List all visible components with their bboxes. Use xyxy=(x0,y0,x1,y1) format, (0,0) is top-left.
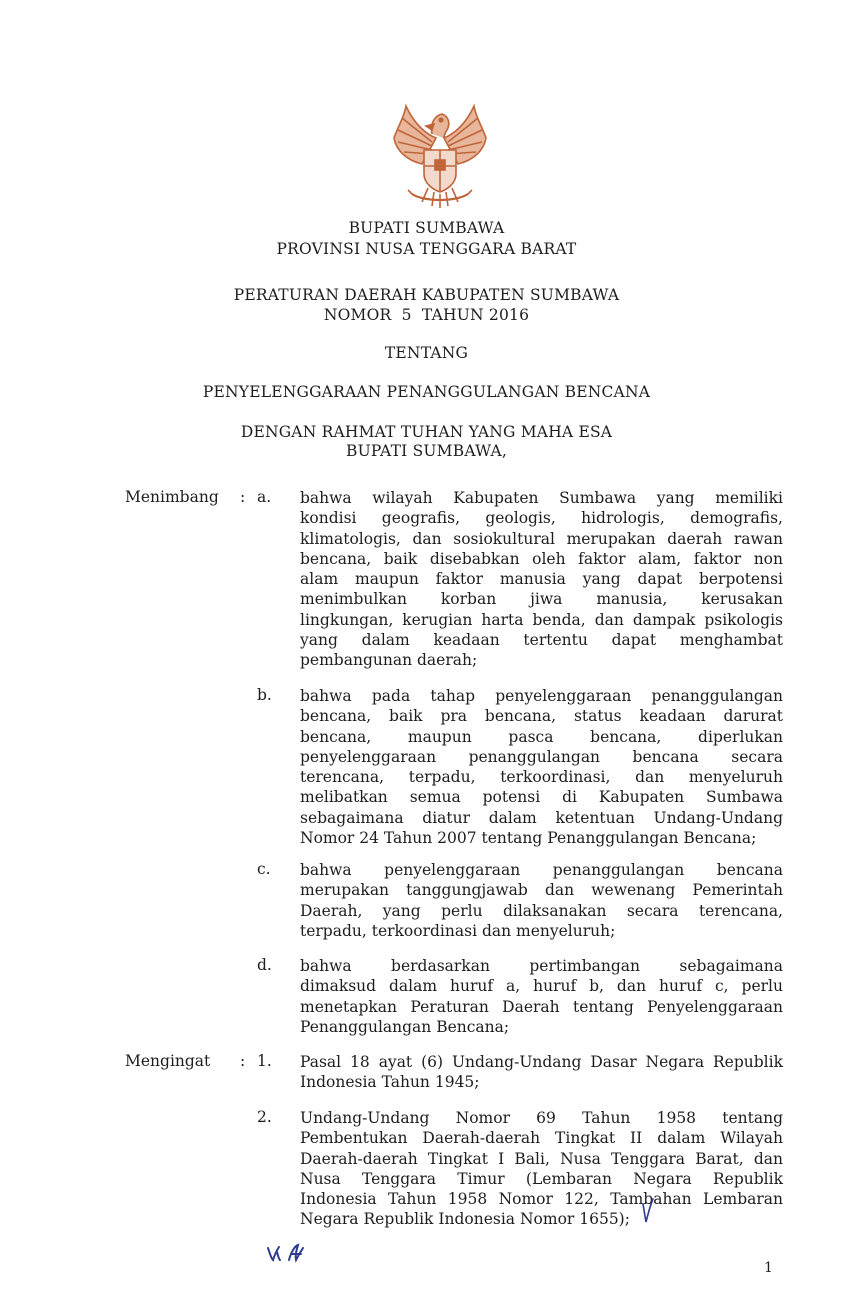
text-line: terencana, terpadu, terkoordinasi, dan menyeluruh xyxy=(300,768,783,787)
regulation-number: NOMOR 5 TAHUN 2016 xyxy=(323,306,530,324)
text-line: Penanggulangan Bencana; xyxy=(300,1017,510,1036)
text-line: bahwa penyelenggaraan penanggulangan bencana xyxy=(300,861,783,879)
text-line: bahwa berdasarkan pertimbangan sebagaimana xyxy=(300,957,783,975)
consideration-a xyxy=(300,488,783,671)
text-line: menimbulkan korban jiwa manusia, kerusakan xyxy=(300,590,783,609)
regent-signoff: BUPATI SUMBAWA, xyxy=(346,442,507,460)
list-marker-2: 2. xyxy=(257,1108,272,1126)
page-number: 1 xyxy=(764,1260,773,1276)
list-marker-d: d. xyxy=(257,956,272,974)
handwritten-initials-icon xyxy=(265,1242,315,1264)
text-line: melibatkan semua potensi di Kabupaten Sumbawa xyxy=(300,788,783,807)
legal-basis-1 xyxy=(300,1052,783,1093)
legal-basis-2 xyxy=(300,1108,783,1230)
menimbang-label: Menimbang xyxy=(125,488,219,506)
text-line: alam maupun faktor manusia yang dapat berpotensi xyxy=(300,570,783,589)
text-line: pembangunan daerah; xyxy=(300,651,478,670)
text-line: dimaksud dalam huruf a, huruf b, dan huruf c, perlu xyxy=(300,977,783,996)
text-line: sebagaimana diatur dalam ketentuan Undang-Undang xyxy=(300,808,783,827)
text-line: bahwa pada tahap penyelenggaraan penanggulangan xyxy=(300,687,783,705)
consideration-d xyxy=(300,956,783,1037)
regent-title: BUPATI SUMBAWA xyxy=(348,219,505,237)
text-line: bencana, baik pra bencana, status keadaan darurat xyxy=(300,707,783,726)
about-heading: TENTANG xyxy=(384,344,469,362)
text-line: merupakan tanggungjawab dan wewenang Pemerintah xyxy=(300,881,783,900)
list-marker-a: a. xyxy=(257,488,272,506)
text-line: bahwa wilayah Kabupaten Sumbawa yang memiliki xyxy=(300,489,783,507)
text-line: terpadu, terkoordinasi dan menyeluruh; xyxy=(300,921,616,940)
text-line: yang dalam keadaan tertentu dapat menghambat xyxy=(300,631,783,650)
text-line: Indonesia Tahun 1945; xyxy=(300,1073,480,1092)
consideration-b xyxy=(300,686,783,848)
menimbang-colon: : xyxy=(240,488,246,506)
handwritten-tick-icon xyxy=(640,1196,656,1226)
text-line: Daerah-daerah Tingkat I Bali, Nusa Tenggara Barat, dan xyxy=(300,1149,783,1168)
text-line: Negara Republik Indonesia Nomor 1655); xyxy=(300,1210,630,1229)
list-marker-1: 1. xyxy=(257,1052,272,1070)
text-line: Nusa Tenggara Timur (Lembaran Negara Republik xyxy=(300,1169,783,1188)
regulation-title: PERATURAN DAERAH KABUPATEN SUMBAWA xyxy=(233,286,620,304)
text-line: Undang-Undang Nomor 69 Tahun 1958 tentang xyxy=(300,1109,783,1127)
text-line: bencana, maupun pasca bencana, diperlukan xyxy=(300,727,783,746)
text-line: Nomor 24 Tahun 2007 tentang Penanggulangan Bencana; xyxy=(300,829,757,848)
invocation-line: DENGAN RAHMAT TUHAN YANG MAHA ESA xyxy=(240,423,613,441)
text-line: Pembentukan Daerah-daerah Tingkat II dalam Wilayah xyxy=(300,1129,783,1148)
mengingat-label: Mengingat xyxy=(125,1052,211,1070)
text-line: menetapkan Peraturan Daerah tentang Penyelenggaraan xyxy=(300,997,783,1016)
text-line: Pasal 18 ayat (6) Undang-Undang Dasar Negara Republik xyxy=(300,1053,783,1071)
text-line: klimatologis, dan sosiokultural merupakan daerah rawan xyxy=(300,529,783,548)
text-line: Daerah, yang perlu dilaksanakan secara terencana, xyxy=(300,901,783,920)
list-marker-c: c. xyxy=(257,860,271,878)
mengingat-colon: : xyxy=(240,1052,246,1070)
consideration-c xyxy=(300,860,783,941)
list-marker-b: b. xyxy=(257,686,272,704)
garuda-emblem-icon xyxy=(388,98,492,210)
text-line: lingkungan, kerugian harta benda, dan dampak psikologis xyxy=(300,610,783,629)
province-title: PROVINSI NUSA TENGGARA BARAT xyxy=(276,240,577,258)
text-line: bencana, baik disebabkan oleh faktor alam, faktor non xyxy=(300,549,783,568)
text-line: penyelenggaraan penanggulangan bencana secara xyxy=(300,747,783,766)
text-line: Indonesia Tahun 1958 Nomor 122, Tambahan Lembaran xyxy=(300,1190,783,1209)
text-line: kondisi geografis, geologis, hidrologis, demografis, xyxy=(300,509,783,528)
regulation-subject: PENYELENGGARAAN PENANGGULANGAN BENCANA xyxy=(202,383,651,401)
